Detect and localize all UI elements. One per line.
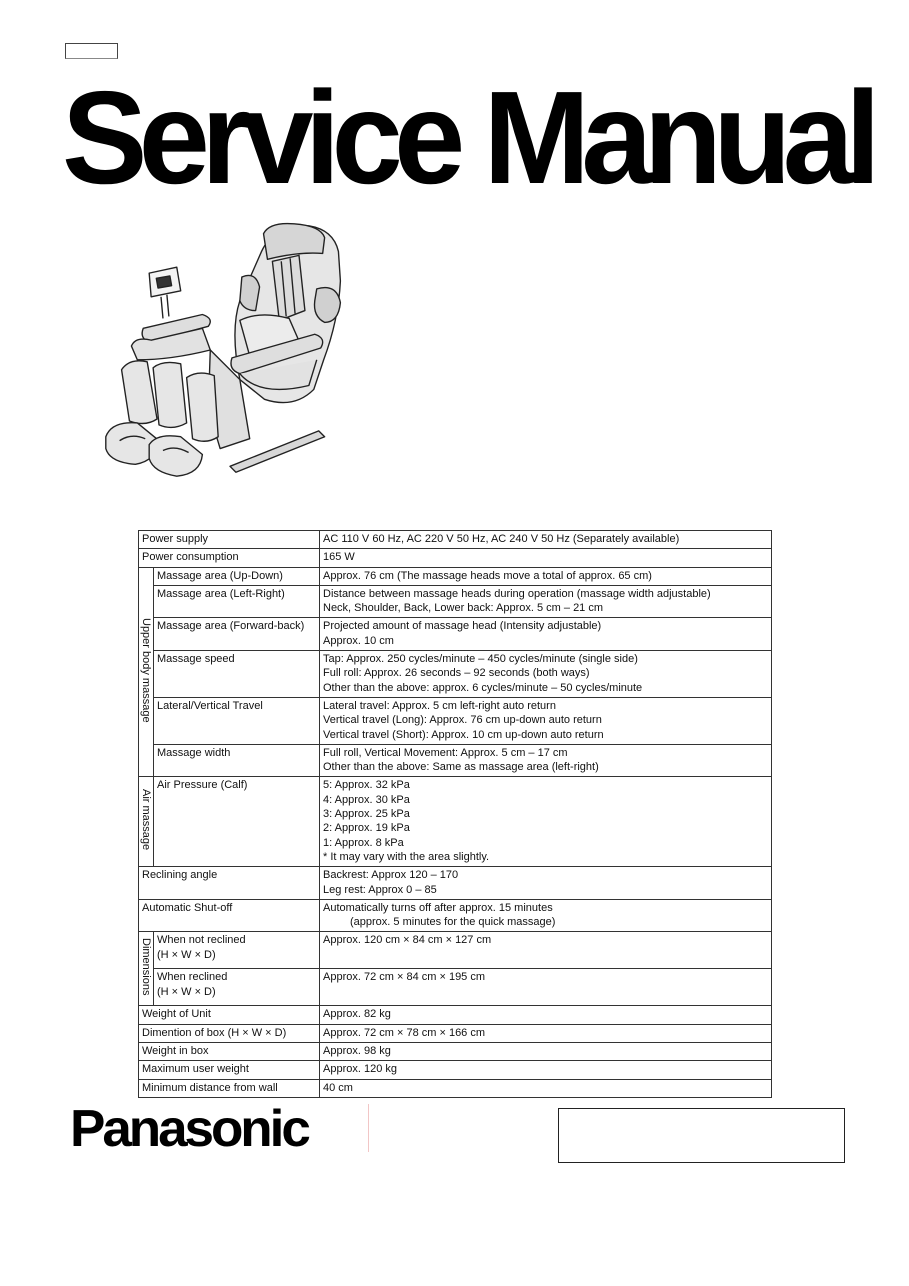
- group-label-upper-body: Upper body massage: [139, 567, 154, 777]
- table-row: [139, 777, 772, 867]
- table-row: [139, 1006, 772, 1024]
- spec-value: Approx. 72 cm × 78 cm × 166 cm: [320, 1024, 772, 1042]
- table-row: [139, 549, 772, 567]
- spec-label: Lateral/Vertical Travel: [154, 697, 320, 744]
- table-row: [139, 1061, 772, 1079]
- massage-chair-illustration: [92, 212, 368, 488]
- table-row: [139, 585, 772, 618]
- order-number-box: [558, 1108, 845, 1163]
- spec-value: AC 110 V 60 Hz, AC 220 V 50 Hz, AC 240 V 50 Hz (Separately available): [320, 531, 772, 549]
- group-label-dimensions: Dimensions: [139, 932, 154, 1006]
- table-row: [139, 969, 772, 1006]
- table-row: [139, 744, 772, 777]
- spec-value: 165 W: [320, 549, 772, 567]
- spec-label: Weight in box: [139, 1043, 320, 1061]
- table-row: [139, 567, 772, 585]
- spec-value: Projected amount of massage head (Intensity adjustable) Approx. 10 cm: [320, 618, 772, 651]
- spec-value: Approx. 82 kg: [320, 1006, 772, 1024]
- spec-value: Lateral travel: Approx. 5 cm left-right auto return Vertical travel (Long): Approx. 76 cm up-down auto return Vertical travel (Short): Approx. 10 cm up-down auto return: [320, 697, 772, 744]
- spec-value: Approx. 120 cm × 84 cm × 127 cm: [320, 932, 772, 969]
- spec-label: Dimention of box (H × W × D): [139, 1024, 320, 1042]
- spec-value: 5: Approx. 32 kPa 4: Approx. 30 kPa 3: Approx. 25 kPa 2: Approx. 19 kPa 1: Approx. 8 kPa * It may vary with the area slightly.: [320, 777, 772, 867]
- spec-label: Automatic Shut-off: [139, 899, 320, 932]
- spec-value: Approx. 72 cm × 84 cm × 195 cm: [320, 969, 772, 1006]
- spec-label: Minimum distance from wall: [139, 1079, 320, 1097]
- spec-value: Backrest: Approx 120 – 170 Leg rest: Approx 0 – 85: [320, 867, 772, 900]
- panasonic-logo: Panasonic: [70, 1100, 308, 1158]
- table-row: [139, 1024, 772, 1042]
- spec-label: When reclined (H × W × D): [154, 969, 320, 1006]
- spec-label: Massage area (Left-Right): [154, 585, 320, 618]
- spec-value: Distance between massage heads during operation (massage width adjustable) Neck, Shoulder, Back, Lower back: Approx. 5 cm – 21 cm: [320, 585, 772, 618]
- page-title: Service Manual: [62, 64, 873, 211]
- spec-value: Approx. 120 kg: [320, 1061, 772, 1079]
- table-row: [139, 1043, 772, 1061]
- spec-label: Power supply: [139, 531, 320, 549]
- table-row: [139, 867, 772, 900]
- spec-label: Power consumption: [139, 549, 320, 567]
- table-row: [139, 899, 772, 932]
- spec-value: Tap: Approx. 250 cycles/minute – 450 cycles/minute (single side) Full roll: Approx. 26 seconds – 92 seconds (both ways) Other than the above: approx. 6 cycles/minute – 50 cycles/minute: [320, 651, 772, 698]
- spec-label: Reclining angle: [139, 867, 320, 900]
- table-row: [139, 618, 772, 651]
- specifications-table: [138, 530, 772, 1098]
- logo-divider: [368, 1104, 369, 1152]
- spec-label: Massage area (Forward-back): [154, 618, 320, 651]
- spec-value: 40 cm: [320, 1079, 772, 1097]
- spec-value: Full roll, Vertical Movement: Approx. 5 cm – 17 cm Other than the above: Same as massage area (left-right): [320, 744, 772, 777]
- table-row: [139, 697, 772, 744]
- spec-label: When not reclined (H × W × D): [154, 932, 320, 969]
- table-row: [139, 651, 772, 698]
- spec-label: Massage speed: [154, 651, 320, 698]
- spec-value: Automatically turns off after approx. 15 minutes (approx. 5 minutes for the quick massage): [320, 899, 772, 932]
- spec-label: Maximum user weight: [139, 1061, 320, 1079]
- spec-label: Massage area (Up-Down): [154, 567, 320, 585]
- table-row: [139, 932, 772, 969]
- spec-label: Weight of Unit: [139, 1006, 320, 1024]
- group-label-air-massage: Air massage: [139, 777, 154, 867]
- spec-label: Air Pressure (Calf): [154, 777, 320, 867]
- model-number-box: [65, 43, 118, 59]
- spec-value: Approx. 98 kg: [320, 1043, 772, 1061]
- table-row: [139, 1079, 772, 1097]
- spec-label: Massage width: [154, 744, 320, 777]
- spec-value: Approx. 76 cm (The massage heads move a total of approx. 65 cm): [320, 567, 772, 585]
- table-row: [139, 531, 772, 549]
